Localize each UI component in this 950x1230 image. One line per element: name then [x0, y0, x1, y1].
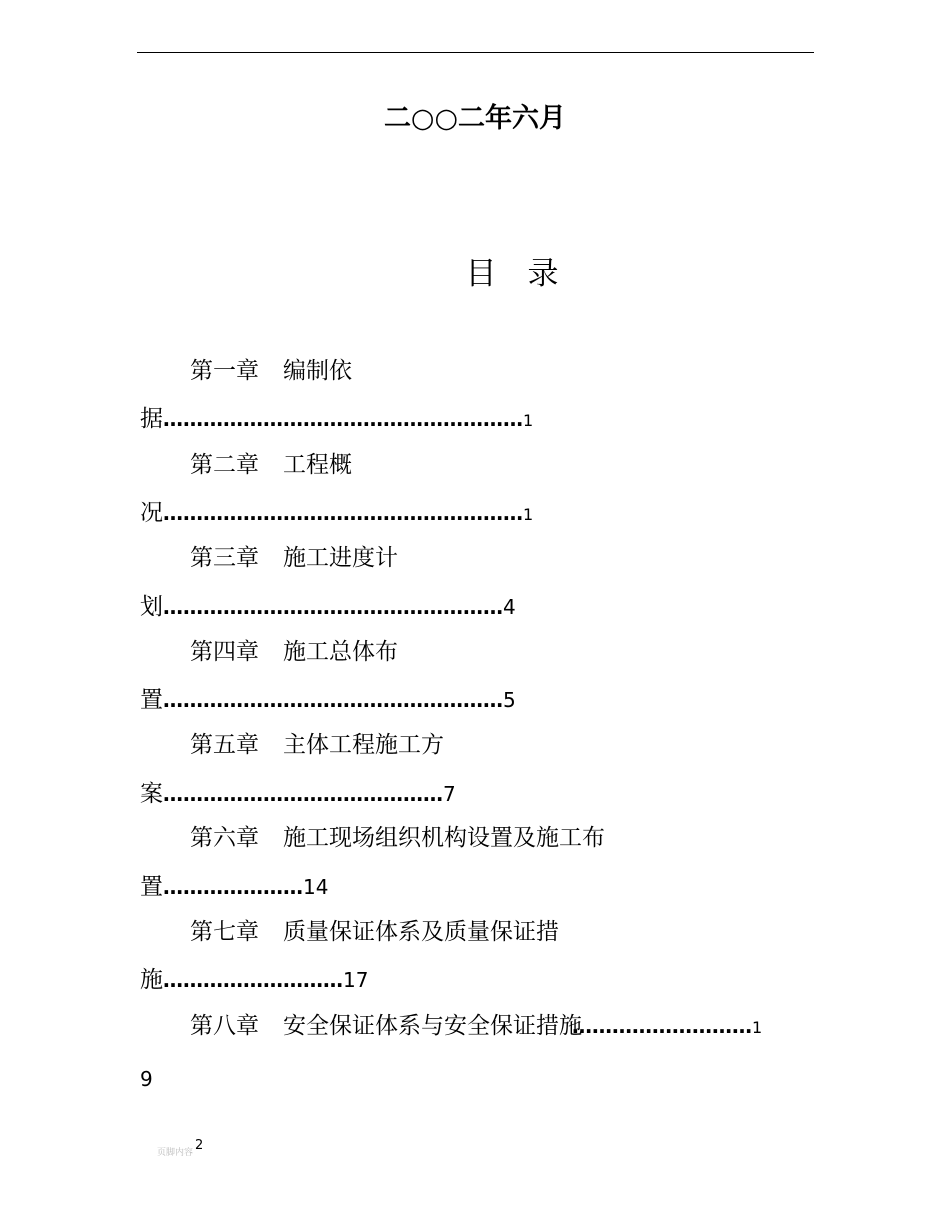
chapter-number: 第三章	[190, 545, 259, 571]
toc-entry-4-heading[interactable]	[190, 637, 398, 667]
dot-leader: …………………	[163, 875, 303, 899]
toc-entry-1-heading[interactable]	[190, 356, 352, 386]
page-number: 4	[503, 595, 516, 619]
toc-entry-7-heading[interactable]	[190, 917, 559, 947]
footer-label: 页脚内容	[157, 1148, 194, 1158]
dot-leader: ………………………	[572, 1014, 752, 1038]
toc-title: 目 录	[465, 256, 559, 292]
toc-entry-8-continuation[interactable]	[140, 1064, 153, 1094]
chapter-number: 第一章	[190, 358, 259, 384]
page-number: 5	[503, 688, 516, 712]
chapter-title: 施工总体布	[283, 639, 398, 665]
chapter-title: 施工进度计	[283, 545, 398, 571]
dot-leader: ………………………………………………	[163, 407, 523, 431]
header-rule	[137, 52, 814, 53]
toc-entry-5-heading[interactable]	[190, 730, 444, 760]
toc-entry-3-continuation[interactable]	[140, 592, 516, 622]
toc-entry-2-continuation[interactable]	[140, 498, 533, 530]
chapter-number: 第七章	[190, 919, 259, 945]
toc-entry-6-continuation[interactable]	[140, 872, 328, 902]
dot-leader: ………………………	[163, 968, 343, 992]
dot-leader: ………………………………………………	[163, 501, 523, 525]
page-number: 7	[443, 782, 456, 806]
chapter-title-tail: 置	[140, 874, 163, 900]
toc-entry-7-continuation[interactable]	[140, 965, 368, 995]
page-number: 17	[343, 968, 369, 992]
toc-entry-4-continuation[interactable]	[140, 685, 516, 715]
chapter-title: 编制依	[283, 358, 352, 384]
toc-entry-6-heading[interactable]	[190, 823, 605, 853]
dot-leader: ……………………………………	[163, 782, 443, 806]
chapter-number: 第六章	[190, 825, 259, 851]
chapter-title-tail: 置	[140, 687, 163, 713]
page-number: 14	[303, 875, 329, 899]
chapter-title-tail: 施	[140, 967, 163, 993]
toc-entry-8-heading[interactable]	[190, 1011, 762, 1043]
chapter-title-tail: 划	[140, 594, 163, 620]
chapter-number: 第八章	[190, 1013, 259, 1039]
dot-leader: ……………………………………………	[163, 595, 503, 619]
toc-entry-2-heading[interactable]	[190, 450, 352, 480]
chapter-number: 第五章	[190, 732, 259, 758]
chapter-title-tail: 况	[140, 500, 163, 526]
toc-entry-1-continuation[interactable]	[140, 404, 533, 436]
chapter-title-tail: 案	[140, 781, 163, 807]
toc-entry-5-continuation[interactable]	[140, 779, 456, 809]
page-number: 1	[523, 505, 534, 524]
chapter-title: 主体工程施工方	[283, 732, 444, 758]
page-footer	[157, 1138, 204, 1159]
page-number-part: 9	[140, 1067, 153, 1091]
page-number-part: 1	[752, 1018, 763, 1037]
document-date: 二○○二年六月	[383, 103, 567, 134]
page-number: 1	[523, 411, 534, 430]
footer-page-number: 2	[195, 1138, 204, 1153]
dot-leader: ……………………………………………	[163, 688, 503, 712]
toc-entry-3-heading[interactable]	[190, 543, 398, 573]
chapter-title: 工程概	[283, 452, 352, 478]
chapter-title: 安全保证体系与安全保证措施	[283, 1013, 582, 1039]
chapter-number: 第二章	[190, 452, 259, 478]
chapter-title-tail: 据	[140, 406, 163, 432]
chapter-number: 第四章	[190, 639, 259, 665]
chapter-title: 质量保证体系及质量保证措	[283, 919, 559, 945]
chapter-title: 施工现场组织机构设置及施工布	[283, 825, 605, 851]
